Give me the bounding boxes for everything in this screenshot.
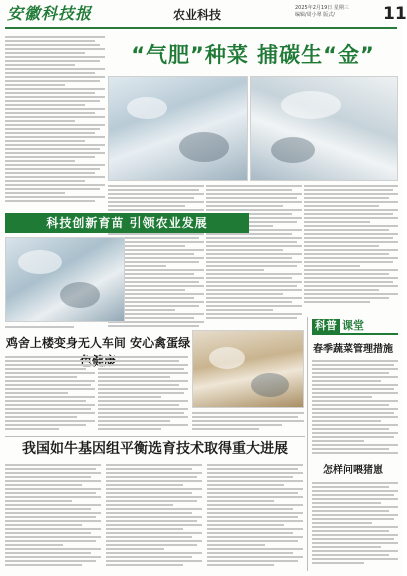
chicken-story-title: 鸡舍上楼变身无人车间 安心禽蛋绿 [5, 336, 191, 350]
lead-story-body-col-4 [304, 185, 398, 313]
spring-vegetable-title: 春季蔬菜管理措施 [313, 344, 393, 355]
lead-headline: “气肥”种菜 捕碳生“金” [131, 43, 375, 67]
tech-story-banner: 科技创新育苗 引领农业发展 [5, 213, 249, 233]
gene-story-body-col-1 [5, 464, 101, 570]
chicken-story-body-col-3 [192, 412, 304, 434]
gene-story-body-col-2 [106, 464, 202, 570]
editor-credit: 编辑/周小翠 版式/ [295, 12, 335, 18]
chicken-photo-eggs [192, 330, 304, 408]
gene-story-title: 我国如牛基因组平衡选育技术取得重大进展 [22, 441, 288, 457]
science-column-name: 课堂 [342, 319, 364, 332]
publication-date: 2025年2月19日 星期三 [295, 5, 349, 11]
science-column-tag [312, 319, 364, 333]
lead-photo-greenhouse [108, 76, 248, 181]
page-number: 11 [383, 4, 407, 24]
science-column-tag-box: 科普 [312, 319, 340, 333]
gene-story-top-rule [5, 436, 305, 437]
science-column-header [312, 317, 398, 335]
dateline [295, 5, 381, 19]
newspaper-logo: 安徽科技报 [7, 4, 93, 23]
lead-story-body-col-1 [5, 36, 105, 209]
piglet-feeding-body [312, 482, 398, 572]
masthead [5, 3, 407, 29]
chicken-story-body-col-2 [98, 356, 188, 432]
lead-photo-vegetables [250, 76, 398, 181]
piglet-feeding-title: 怎样问喂猪崽 [323, 465, 383, 476]
section-title: 农业科技 [173, 8, 222, 22]
tech-photo-seedling-lab [5, 237, 125, 322]
gene-story-body-col-3 [207, 464, 303, 570]
tech-story-caption [5, 326, 103, 332]
spring-vegetable-body [312, 360, 398, 458]
lead-story-body-col-3 [206, 185, 302, 325]
chicken-story-body-col-1 [5, 356, 95, 432]
